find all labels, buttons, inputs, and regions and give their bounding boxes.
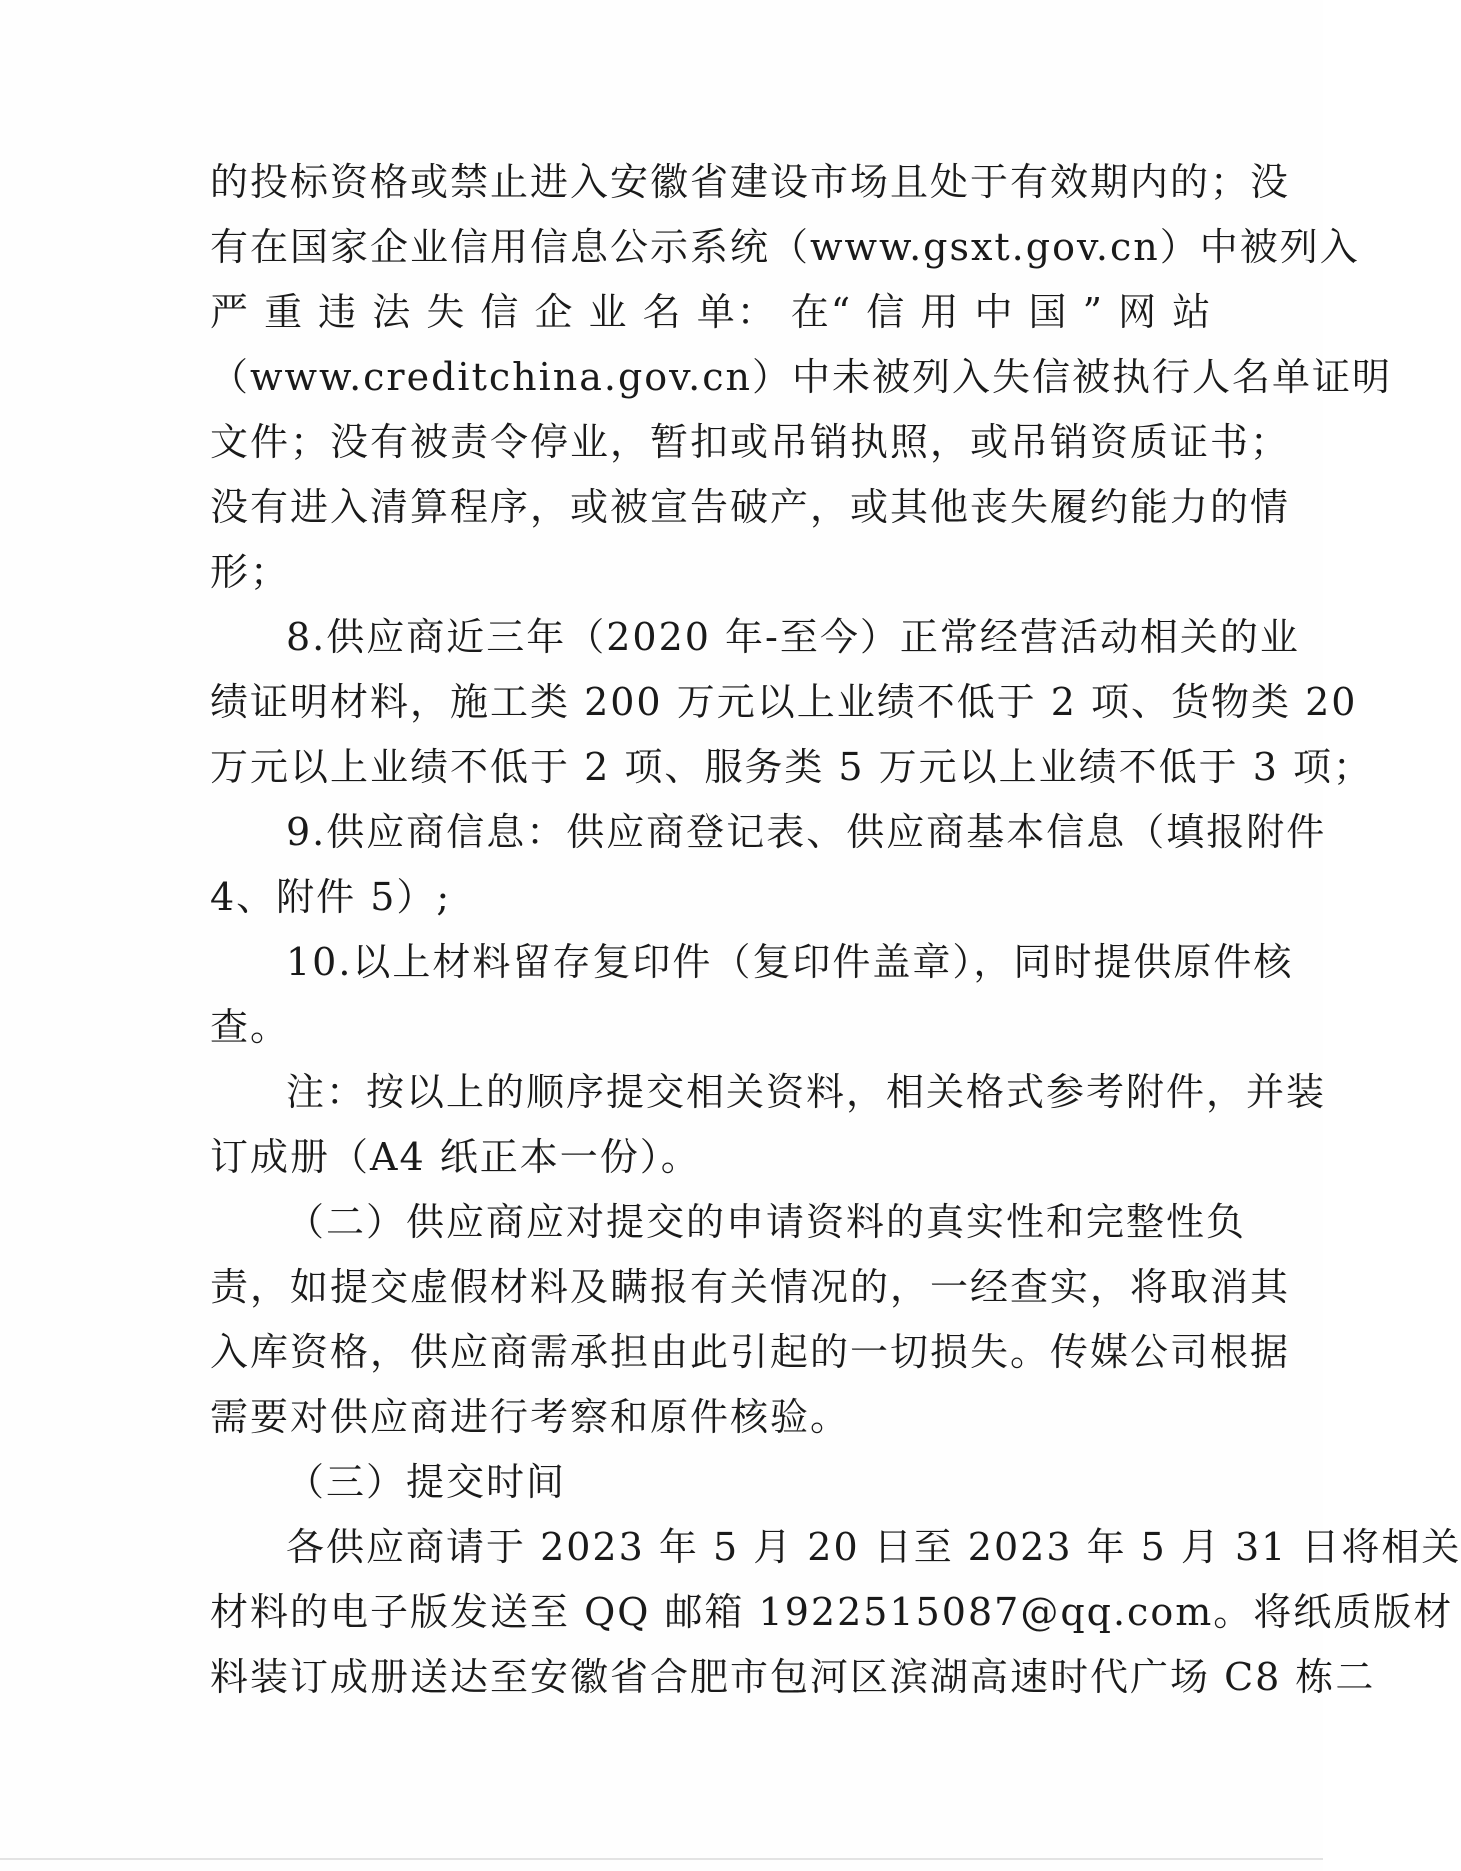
- text-line: 有在国家企业信用信息公示系统（www.gsxt.gov.cn）中被列入: [210, 225, 1360, 269]
- text-line: 需要对供应商进行考察和原件核验。: [210, 1395, 851, 1439]
- text-line: 料装订成册送达至安徽省合肥市包河区滨湖高速时代广场 C8 栋二: [210, 1655, 1376, 1699]
- text-line: 10.以上材料留存复印件（复印件盖章），同时提供原件核: [286, 940, 1294, 984]
- text-line: （二）供应商应对提交的申请资料的真实性和完整性负: [286, 1200, 1247, 1244]
- text-line: 材料的电子版发送至 QQ 邮箱 1922515087@qq.com。将纸质版材: [210, 1590, 1454, 1634]
- text-line: 严 重 违 法 失 信 企 业 名 单： 在“ 信 用 中 国 ” 网 站: [210, 290, 1213, 334]
- text-line: 文件；没有被责令停业，暂扣或吊销执照，或吊销资质证书；: [210, 420, 1291, 464]
- text-line: 4、附件 5）;: [210, 875, 452, 919]
- text-line: 万元以上业绩不低于 2 项、服务类 5 万元以上业绩不低于 3 项；: [210, 745, 1374, 789]
- text-line: 责，如提交虚假材料及瞒报有关情况的，一经查实，将取消其: [210, 1265, 1291, 1309]
- text-line: 的投标资格或禁止进入安徽省建设市场且处于有效期内的；没: [210, 160, 1291, 204]
- text-line: 注：按以上的顺序提交相关资料，相关格式参考附件，并装: [286, 1070, 1327, 1114]
- text-line: 查。: [210, 1005, 291, 1049]
- text-line: （www.creditchina.gov.cn）中未被列入失信被执行人名单证明: [210, 355, 1392, 399]
- text-line: 订成册（A4 纸正本一份）。: [210, 1135, 701, 1179]
- text-line: 形；: [210, 550, 291, 594]
- section-heading: （三）提交时间: [286, 1460, 567, 1504]
- text-line: 各供应商请于 2023 年 5 月 20 日至 2023 年 5 月 31 日将相关: [286, 1525, 1461, 1569]
- document-body: [210, 150, 1461, 1710]
- scan-edge-line: [0, 1858, 1323, 1860]
- text-line: 绩证明材料，施工类 200 万元以上业绩不低于 2 项、货物类 20: [210, 680, 1358, 724]
- text-line: 9.供应商信息：供应商登记表、供应商基本信息（填报附件: [286, 810, 1327, 854]
- text-line: 8.供应商近三年（2020 年-至今）正常经营活动相关的业: [286, 615, 1300, 659]
- text-line: 没有进入清算程序，或被宣告破产，或其他丧失履约能力的情: [210, 485, 1291, 529]
- text-line: 入库资格，供应商需承担由此引起的一切损失。传媒公司根据: [210, 1330, 1291, 1374]
